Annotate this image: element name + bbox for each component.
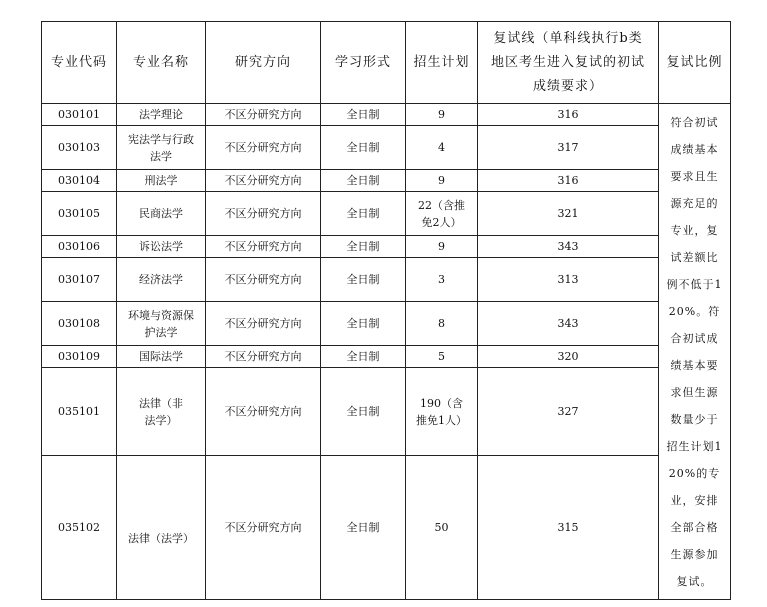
cell-direction: 不区分研究方向 — [206, 170, 321, 192]
table-row — [42, 126, 731, 170]
cell-name-text: 法律（法学） — [128, 532, 194, 545]
cell-score: 343 — [478, 236, 659, 258]
cell-direction: 不区分研究方向 — [206, 258, 321, 302]
cell-direction: 不区分研究方向 — [206, 126, 321, 170]
cell-score: 313 — [478, 258, 659, 302]
table-row — [42, 302, 731, 346]
table-row — [42, 346, 731, 368]
cell-score: 320 — [478, 346, 659, 368]
table-row — [42, 236, 731, 258]
header-ratio: 复试比例 — [659, 22, 731, 104]
cell-plan — [406, 126, 478, 170]
cell-plan-text: 8 — [438, 317, 445, 330]
cell-name-text: 诉讼法学 — [139, 240, 183, 253]
cell-name-text: 刑法学 — [144, 174, 178, 187]
header-mode: 学习形式 — [321, 22, 406, 104]
cell-code: 030101 — [42, 104, 117, 126]
cell-score: 316 — [478, 170, 659, 192]
cell-plan-text: 190（含推免1人） — [416, 396, 467, 427]
cell-score: 315 — [478, 456, 659, 600]
cell-mode: 全日制 — [321, 346, 406, 368]
cell-plan — [406, 346, 478, 368]
cell-name — [117, 126, 206, 170]
cell-direction: 不区分研究方向 — [206, 346, 321, 368]
cell-plan — [406, 170, 478, 192]
header-plan: 招生计划 — [406, 22, 478, 104]
cell-direction: 不区分研究方向 — [206, 104, 321, 126]
header-name: 专业名称 — [117, 22, 206, 104]
cell-code: 030109 — [42, 346, 117, 368]
cell-score: 327 — [478, 368, 659, 456]
cell-mode: 全日制 — [321, 258, 406, 302]
cell-name-text: 经济法学 — [139, 273, 183, 286]
cell-plan — [406, 456, 478, 600]
table-row — [42, 258, 731, 302]
cell-name — [117, 258, 206, 302]
cell-plan-text: 3 — [438, 273, 445, 286]
cell-direction: 不区分研究方向 — [206, 302, 321, 346]
cell-name — [117, 236, 206, 258]
header-code: 专业代码 — [42, 22, 117, 104]
cell-name-text: 环境与资源保护法学 — [128, 308, 194, 339]
header-score — [478, 22, 659, 104]
table-row — [42, 104, 731, 126]
cell-plan — [406, 192, 478, 236]
header-direction: 研究方向 — [206, 22, 321, 104]
cell-code: 035101 — [42, 368, 117, 456]
cell-score: 321 — [478, 192, 659, 236]
cell-plan-text: 9 — [438, 240, 445, 253]
cell-code: 030106 — [42, 236, 117, 258]
cell-name-text: 宪法学与行政法学 — [128, 132, 194, 163]
cell-direction: 不区分研究方向 — [206, 236, 321, 258]
cell-plan — [406, 104, 478, 126]
cell-name — [117, 456, 206, 600]
table-row — [42, 368, 731, 456]
cell-plan — [406, 258, 478, 302]
cell-code: 030103 — [42, 126, 117, 170]
cell-plan — [406, 236, 478, 258]
cell-name-text: 法学理论 — [139, 108, 183, 121]
cell-score: 317 — [478, 126, 659, 170]
cell-name — [117, 170, 206, 192]
cell-name — [117, 192, 206, 236]
cell-code: 035102 — [42, 456, 117, 600]
cell-plan-text: 9 — [438, 108, 445, 121]
cell-plan-text: 5 — [438, 350, 445, 363]
cell-plan-text: 22（含推免2人） — [418, 198, 465, 229]
cell-mode: 全日制 — [321, 126, 406, 170]
cell-direction: 不区分研究方向 — [206, 192, 321, 236]
cell-direction: 不区分研究方向 — [206, 368, 321, 456]
cell-code: 030107 — [42, 258, 117, 302]
admission-table — [41, 21, 731, 600]
cell-mode: 全日制 — [321, 170, 406, 192]
cell-direction: 不区分研究方向 — [206, 456, 321, 600]
cell-name — [117, 302, 206, 346]
cell-plan — [406, 368, 478, 456]
cell-mode: 全日制 — [321, 368, 406, 456]
header-row — [42, 22, 731, 104]
header-score-text: 复试线（单科线执行b类地区考生进入复试的初试成绩要求） — [490, 30, 645, 94]
cell-plan-text: 50 — [434, 521, 449, 534]
cell-name-text: 国际法学 — [139, 350, 183, 363]
ratio-note-text: 符合初试成绩基本要求且生源充足的专业，复试差额比例不低于120%。符合初试成绩基本要求但生源数量少于招生计划120%的专业，安排全部合格生源参加复试。 — [666, 115, 723, 588]
cell-mode: 全日制 — [321, 456, 406, 600]
cell-mode: 全日制 — [321, 104, 406, 126]
cell-name-text: 民商法学 — [139, 207, 183, 220]
cell-name — [117, 346, 206, 368]
cell-name-text: 法律（非法学） — [139, 396, 183, 427]
cell-name — [117, 104, 206, 126]
cell-mode: 全日制 — [321, 236, 406, 258]
table-row — [42, 456, 731, 600]
cell-name — [117, 368, 206, 456]
cell-code: 030104 — [42, 170, 117, 192]
cell-plan-text: 9 — [438, 174, 445, 187]
table-row — [42, 192, 731, 236]
cell-code: 030105 — [42, 192, 117, 236]
cell-code: 030108 — [42, 302, 117, 346]
table-row — [42, 170, 731, 192]
cell-plan-text: 4 — [438, 141, 445, 154]
cell-score: 316 — [478, 104, 659, 126]
cell-mode: 全日制 — [321, 302, 406, 346]
cell-ratio-note — [659, 104, 731, 600]
cell-score: 343 — [478, 302, 659, 346]
cell-mode: 全日制 — [321, 192, 406, 236]
cell-plan — [406, 302, 478, 346]
